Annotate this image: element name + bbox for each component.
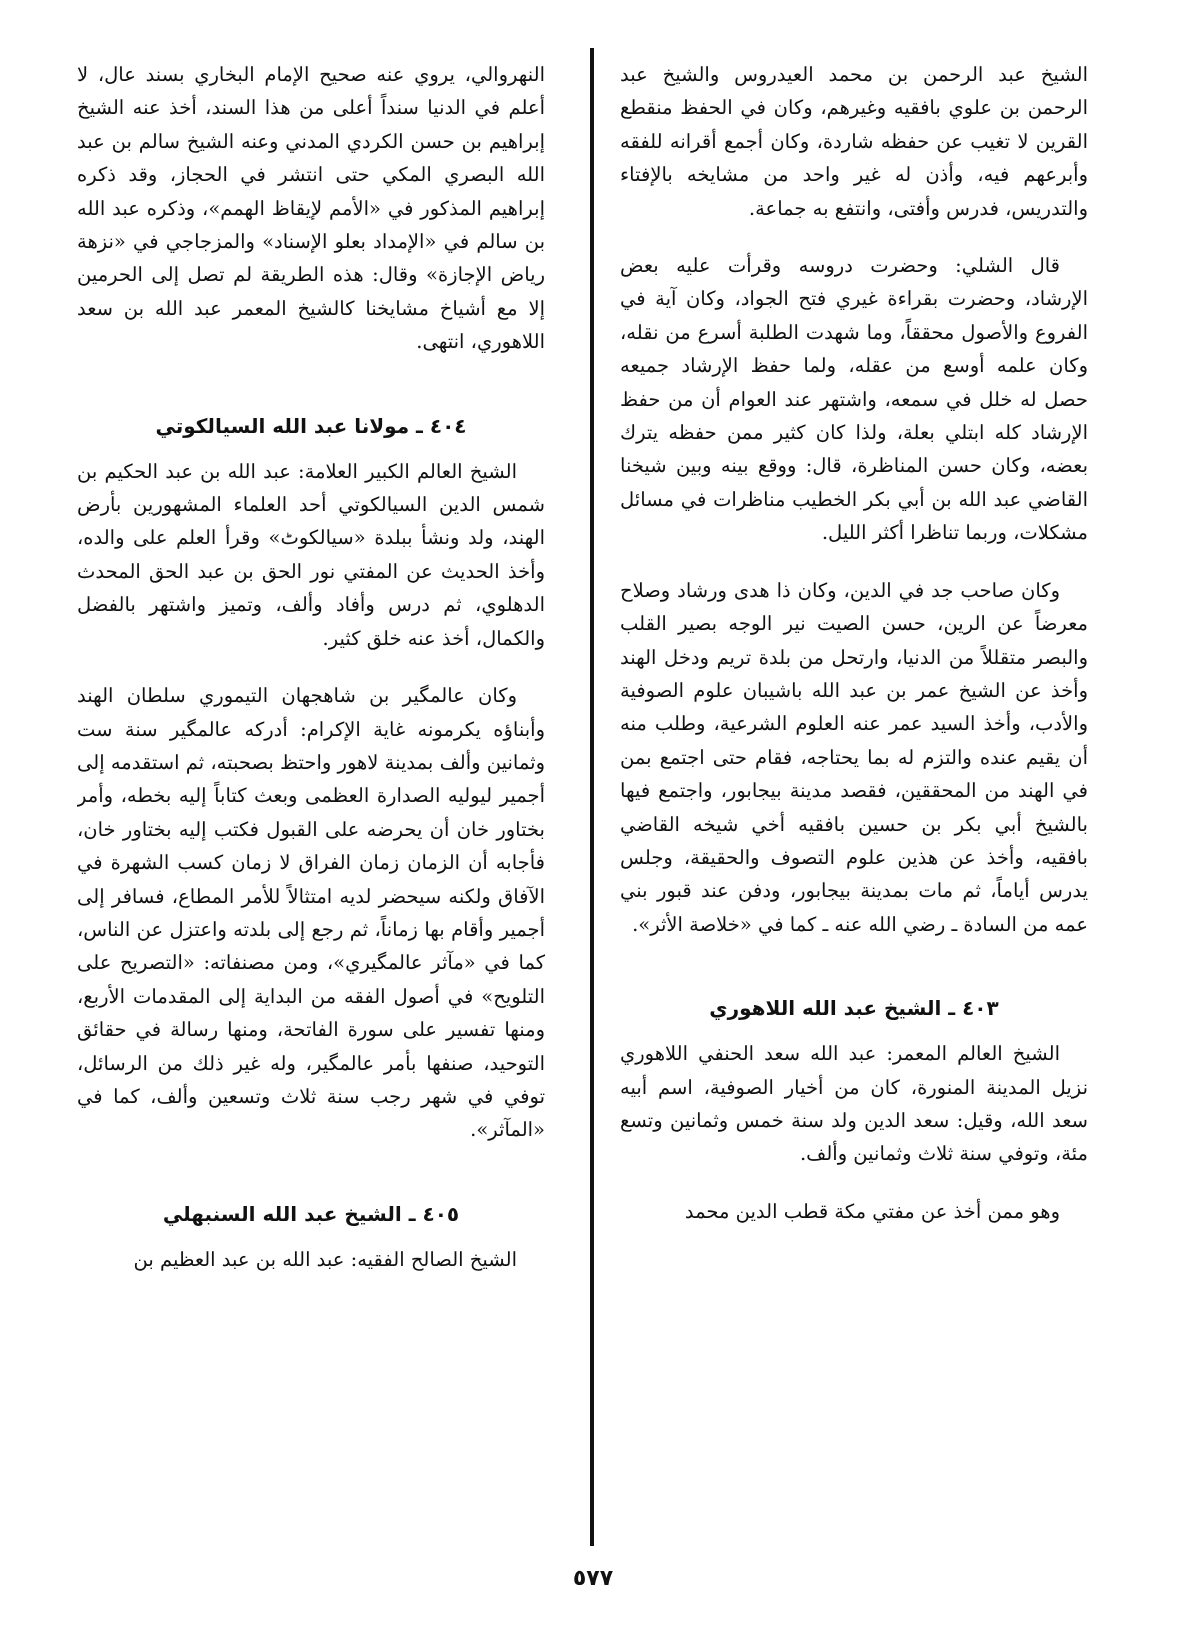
section-heading-404: ٤٠٤ ـ مولانا عبد الله السيالكوتي xyxy=(155,413,467,438)
paragraph: وكان عالمگير بن شاهجهان التيموري سلطان الهند وأبناؤه يكرمونه غاية الإكرام: أدركه عالمگير سنة ست وثمانين وألف بمدينة لاهور واحتظ بصحبته، ثم استقدمه إلى أجمير ليوليه الصدارة العظمى وبعث كتاباً إليه بخطه، وأمر بختاور خان أن يحرضه على القبول فكتب إليه بختاور خان، فأجابه أن الزمان زمان الفراق لا زمان كسب الشهرة في الآفاق ولكنه سيحضر لديه امتثالاً للأمر المطاع، فسافر إلى أجمير وأقام بها زماناً، ثم رجع إلى بلدته واعتزل عن الناس، كما في «مآثر عالمگيري»، ومن مصنفاته: «التصريح على التلويح» في أصول الفقه من البداية إلى المقدمات الأربع، ومنها تفسير على سورة الفاتحة، ومنها رسالة في حقائق التوحيد، صنفها بأمر عالمگير، وله غير ذلك من الرسائل، توفي في شهر رجب سنة ثلاث وتسعين وألف، كما في «المآثر». xyxy=(77,684,545,1142)
paragraph: وهو ممن أخذ عن مفتي مكة قطب الدين محمد xyxy=(684,1199,1060,1223)
column-divider xyxy=(590,48,594,1546)
left-column xyxy=(77,58,545,1558)
right-column xyxy=(620,58,1088,1558)
paragraph: وكان صاحب جد في الدين، وكان ذا هدى ورشاد وصلاح معرضاً عن الرين، حسن الصيت نير الوجه بصير القلب والبصر متقللاً من الدنيا، وارتحل من بلدة تريم ودخل الهند وأخذ عن الشيخ عمر بن عبد الله باشيبان علوم الصوفية والأدب، وأخذ السيد عمر عنه العلوم الشرعية، وطلب منه أن يقيم عنده والتزم له بما يحتاجه، فقام حتى اجتمع بمن في الهند من المحققين، فقصد مدينة بيجابور، واجتمع فيها بالشيخ أبي بكر بن حسين بافقيه أخي شيخه القاضي بافقيه، وأخذ عن هذين علوم التصوف والحقيقة، وجلس يدرس أياماً، ثم مات بمدينة بيجابور، ودفن عند قبور بني عمه من السادة ـ رضي الله عنه ـ كما في «خلاصة الأثر». xyxy=(620,578,1088,936)
paragraph-continued: الشيخ عبد الرحمن بن محمد العيدروس والشيخ عبد الرحمن بن علوي بافقيه وغيرهم، وكان في الحفظ منقطع القرين لا تغيب عن حفظه شاردة، وكان أجمع أقرانه للفقه وأبرعهم فيه، وأذن له غير واحد من مشايخه بالإفتاء والتدريس، فدرس وأفتى، وانتفع به جماعة. xyxy=(620,63,1088,220)
paragraph-continued: النهروالي، يروي عنه صحيح الإمام البخاري بسند عال، لا أعلم في الدنيا سنداً أعلى من هذا السند، أخذ عنه الشيخ إبراهيم بن حسن الكردي المدني وعنه الشيخ سالم بن عبد الله البصري المكي حتى انتشر في الحجاز، وقد ذكره إبراهيم المذكور في «الأمم لإيقاظ الهمم»، وذكره عبد الله بن سالم في «الإمداد بعلو الإسناد» والمزجاجي في «نزهة رياض الإجازة» وقال: هذه الطريقة لم تصل إلى الحرمين إلا مع أشياخ مشايخنا كالشيخ المعمر عبد الله بن سعد اللاهوري، انتهى. xyxy=(77,63,545,354)
section-heading-405: ٤٠٥ ـ الشيخ عبد الله السنبهلي xyxy=(162,1201,460,1226)
paragraph: الشيخ الصالح الفقيه: عبد الله بن عبد العظيم بن xyxy=(133,1247,517,1271)
section-heading-403: ٤٠٣ ـ الشيخ عبد الله اللاهوري xyxy=(709,996,999,1021)
paragraph: قال الشلي: وحضرت دروسه وقرأت عليه بعض الإرشاد، وحضرت بقراءة غيري فتح الجواد، وكان آية في الفروع والأصول محققاً، وما شهدت الطلبة أسرع من نقله، وكان علمه أوسع من عقله، ولما حفظ الإرشاد جميعه حصل له خلل في سمعه، واشتهر عند العوام أن من حفظ الإرشاد كله ابتلي بعلة، ولذا كان كثير ممن حفظه يترك بعضه، وكان حسن المناظرة، قال: ووقع بينه وبين شيخنا القاضي عبد الله بن أبي بكر الخطيب مناظرات في مسائل مشكلات، وربما تناظرا أكثر الليل. xyxy=(620,254,1088,545)
paragraph: الشيخ العالم الكبير العلامة: عبد الله بن عبد الحكيم بن شمس الدين السيالكوتي أحد العلماء المشهورين بأرض الهند، ولد ونشأ ببلدة «سيالكوٹ» وقرأ العلم على والده، وأخذ الحديث عن المفتي نور الحق بن عبد الحق المحدث الدهلوي، ثم درس وأفاد وألف، وتميز واشتهر بالفضل والكمال، أخذ عنه خلق كثير. xyxy=(77,459,545,650)
page-number: ٥٧٧ xyxy=(572,1566,614,1591)
paragraph: الشيخ العالم المعمر: عبد الله سعد الحنفي اللاهوري نزيل المدينة المنورة، كان من أخيار الصوفية، اسم أبيه سعد الله، وقيل: سعد الدين ولد سنة خمس وثمانين وتسع مئة، وتوفي سنة ثلاث وثمانين وألف. xyxy=(620,1042,1088,1166)
